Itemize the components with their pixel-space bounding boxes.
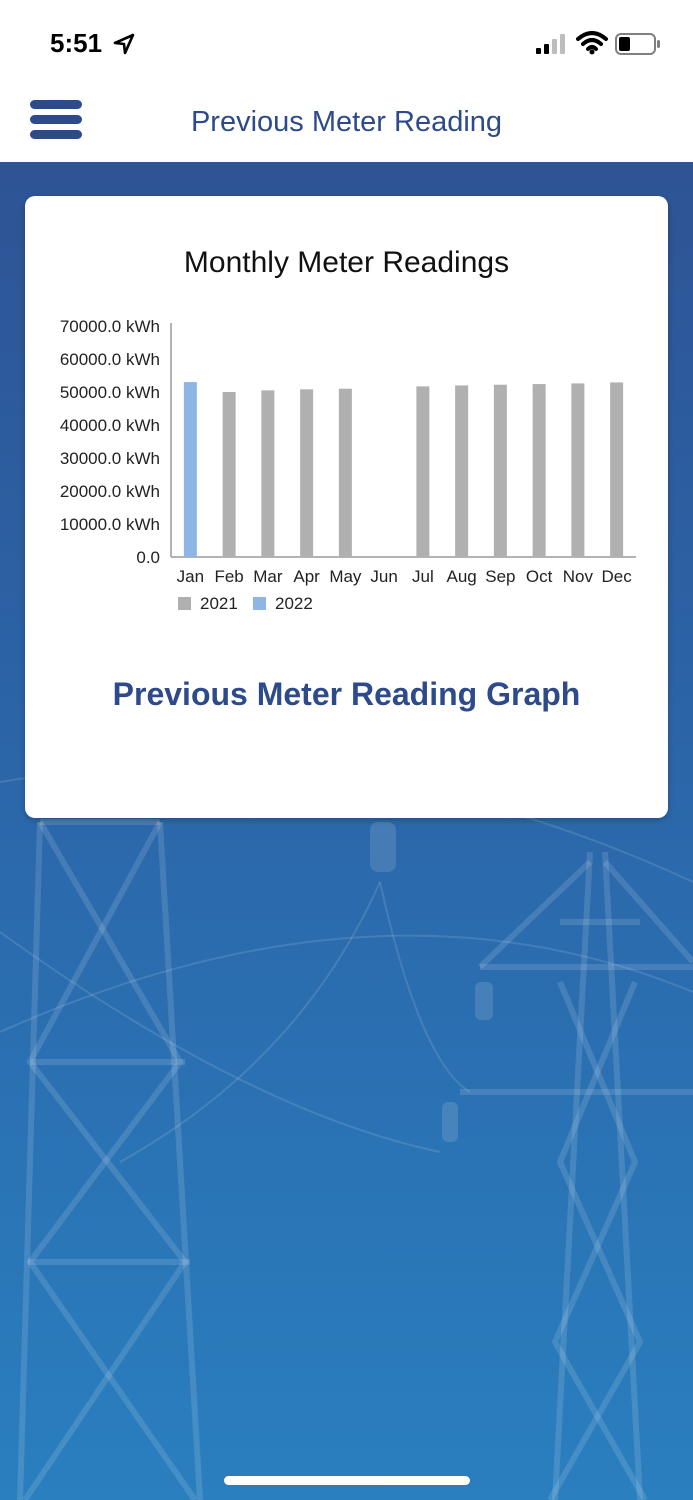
status-time: 5:51 [50, 28, 103, 58]
monthly-readings-chart [25, 311, 668, 611]
bar-2021-nov [571, 383, 584, 557]
x-tick-label: May [329, 567, 362, 586]
location-arrow-icon [113, 33, 135, 55]
previous-meter-reading-graph-link[interactable]: Previous Meter Reading Graph [112, 676, 581, 712]
bar-2021-may [339, 389, 352, 557]
x-tick-label: Feb [214, 567, 244, 586]
x-tick-label: Mar [253, 567, 283, 586]
status-bar [0, 0, 693, 88]
bar-2021-mar [261, 390, 274, 557]
cellular-signal-icon [536, 34, 568, 54]
y-tick-label: 10000.0 kWh [59, 515, 160, 534]
bar-2021-dec [610, 382, 623, 557]
x-tick-label: Aug [446, 567, 477, 586]
bar-2021-oct [533, 384, 546, 557]
bar-2021-sep [494, 385, 507, 557]
x-tick-label: Dec [601, 567, 632, 586]
legend-label-2022: 2022 [275, 594, 313, 611]
chart-card [25, 196, 668, 818]
x-tick-label: Nov [562, 567, 593, 586]
bar-2021-aug [455, 385, 468, 557]
legend-swatch-2021 [178, 597, 191, 610]
x-tick-label: Oct [525, 567, 553, 586]
y-tick-label: 40000.0 kWh [59, 416, 160, 435]
app-header [0, 88, 693, 162]
y-tick-label: 70000.0 kWh [59, 317, 160, 336]
y-tick-label: 20000.0 kWh [59, 482, 160, 501]
page-title: Previous Meter Reading [190, 106, 503, 138]
legend-label-2021: 2021 [200, 594, 238, 611]
y-tick-label: 30000.0 kWh [59, 449, 160, 468]
bar-2022-jan [184, 382, 197, 557]
y-tick-label: 50000.0 kWh [59, 383, 160, 402]
y-tick-label: 60000.0 kWh [59, 350, 160, 369]
battery-icon [615, 33, 661, 55]
wifi-icon [576, 31, 608, 55]
home-indicator[interactable] [224, 1476, 470, 1485]
legend-swatch-2022 [253, 597, 266, 610]
x-tick-label: Apr [293, 567, 320, 586]
x-tick-label: Sep [485, 567, 516, 586]
bar-2021-apr [300, 389, 313, 557]
x-tick-label: Jul [412, 567, 434, 586]
y-tick-label: 0.0 [136, 548, 160, 567]
bar-2021-feb [223, 392, 236, 557]
x-tick-label: Jun [370, 567, 398, 586]
x-tick-label: Jan [176, 567, 205, 586]
bar-2021-jul [416, 386, 429, 557]
chart-title: Monthly Meter Readings [183, 246, 510, 279]
